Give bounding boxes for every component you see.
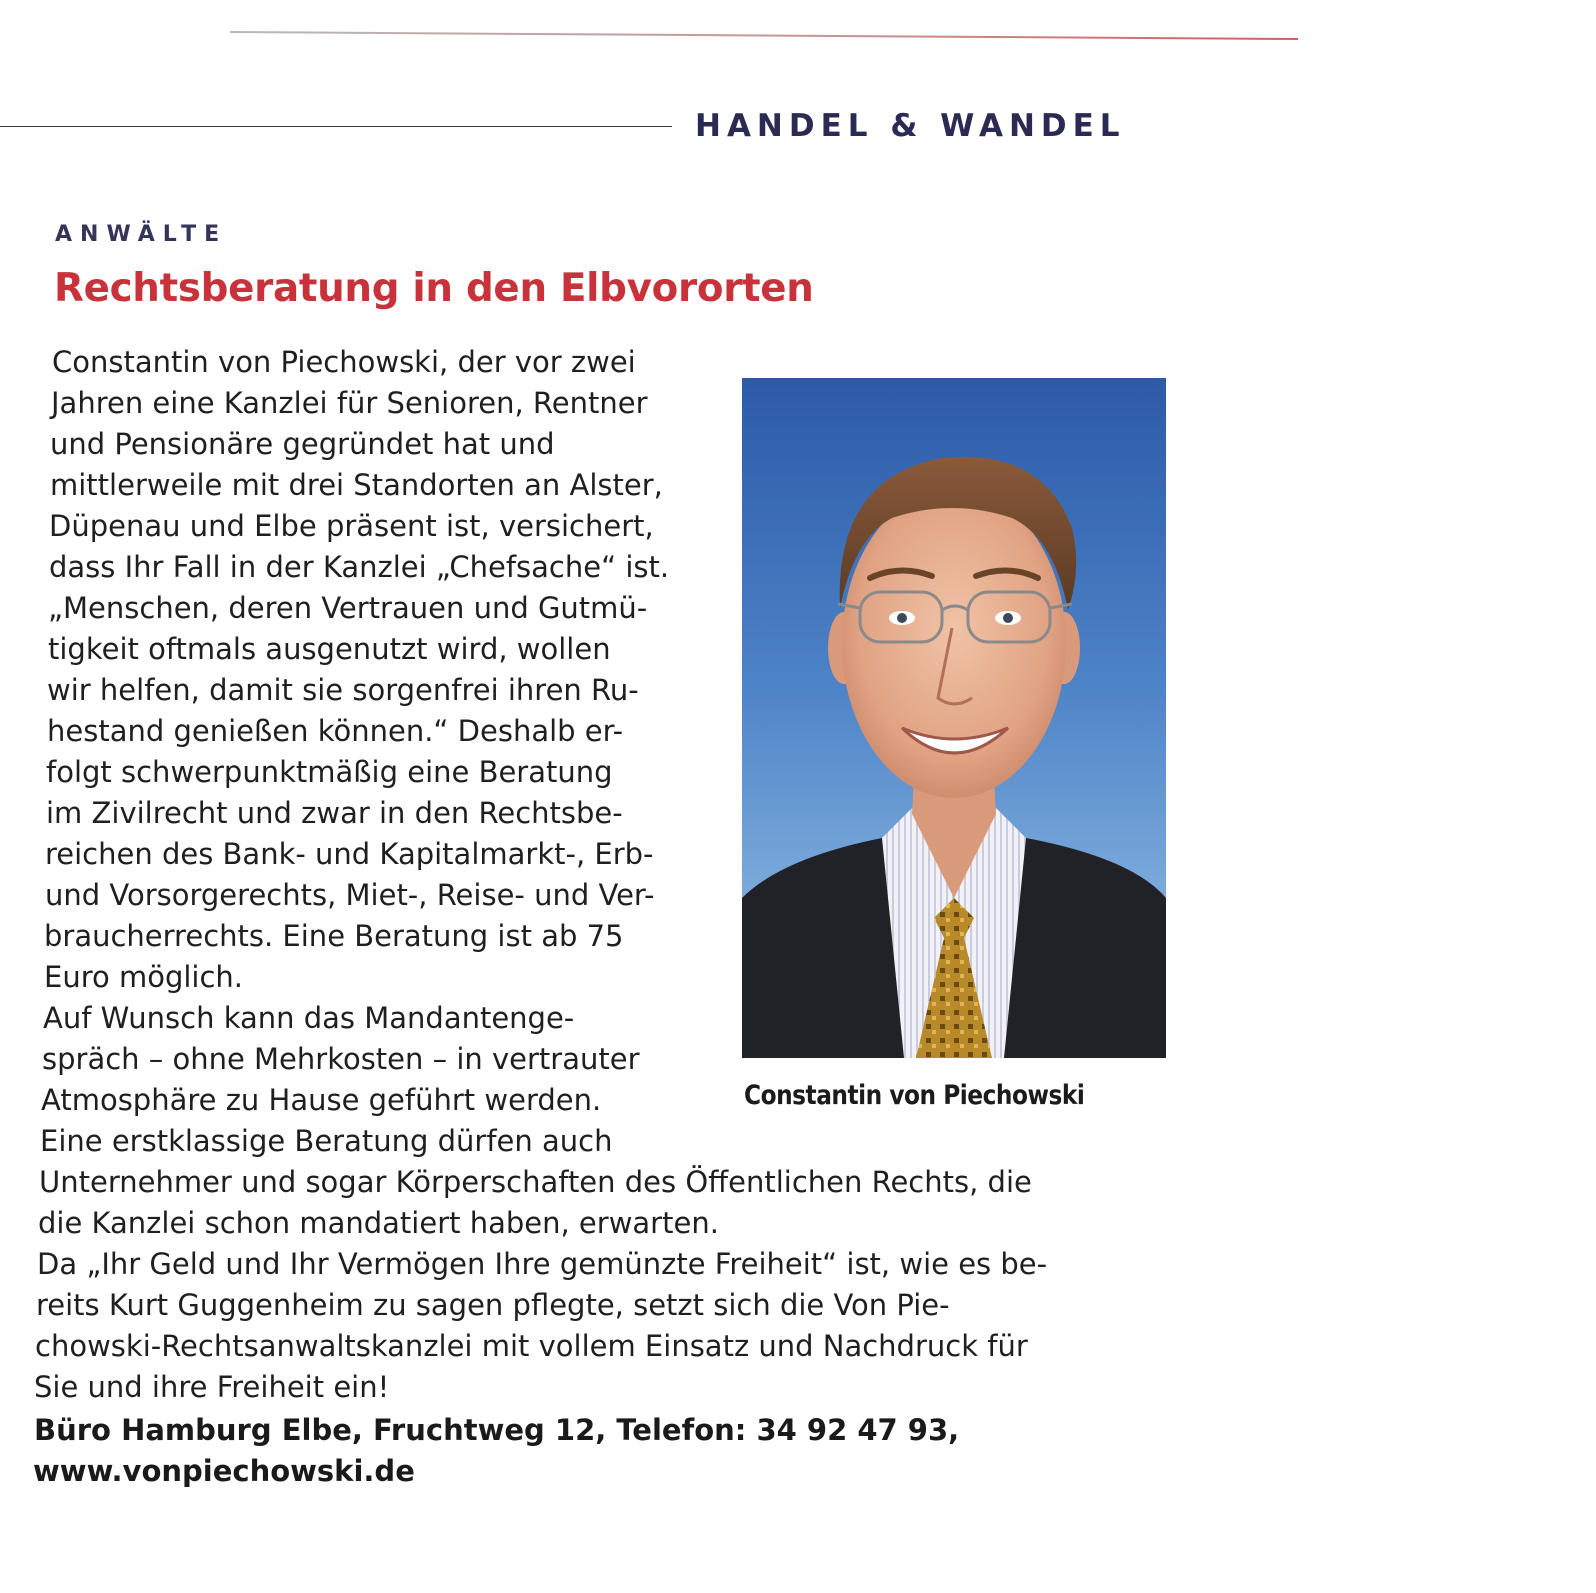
body-line: Auf Wunsch kann das Mandantenge- — [43, 1001, 575, 1035]
body-line: Unternehmer und sogar Körperschaften des Öffentlichen Rechts, die — [39, 1165, 1032, 1199]
body-line: reits Kurt Guggenheim zu sagen pflegte, setzt sich die Von Pie- — [36, 1288, 950, 1322]
photo-caption: Constantin von Piechowski — [744, 1080, 1085, 1111]
body-line: wir helfen, damit sie sorgenfrei ihren Ru- — [47, 673, 639, 707]
body-line: Euro möglich. — [44, 960, 244, 994]
body-line: „Menschen, deren Vertrauen und Gutmü- — [48, 591, 648, 625]
body-line: Constantin von Piechowski, der vor zwei — [52, 345, 636, 379]
contact-address: Büro Hamburg Elbe, Fruchtweg 12, Telefon: 34 92 47 93, — [34, 1413, 960, 1447]
article-kicker: ANWÄLTE — [55, 222, 228, 247]
body-line: braucherrechts. Eine Beratung ist ab 75 — [44, 919, 624, 953]
section-title: HANDEL & WANDEL — [695, 108, 1126, 144]
body-line: chowski-Rechtsanwaltskanzlei mit vollem Einsatz und Nachdruck für — [35, 1329, 1028, 1363]
article-headline: Rechtsberatung in den Elbvororten — [54, 266, 814, 311]
body-line: im Zivilrecht und zwar in den Rechtsbe- — [46, 796, 623, 830]
body-line: und Vorsorgerechts, Miet-, Reise- und Ver- — [45, 878, 655, 912]
body-line: die Kanzlei schon mandatiert haben, erwarten. — [38, 1206, 719, 1240]
body-line: mittlerweile mit drei Standorten an Alster, — [50, 468, 663, 502]
body-line: Düpenau und Elbe präsent ist, versichert, — [49, 509, 654, 543]
contact-website: www.vonpiechowski.de — [33, 1454, 415, 1488]
body-line: Da „Ihr Geld und Ihr Vermögen Ihre gemünzte Freiheit“ ist, wie es be- — [37, 1247, 1048, 1281]
body-line: hestand genießen können.“ Deshalb er- — [47, 714, 624, 748]
body-line: folgt schwerpunktmäßig eine Beratung — [46, 755, 613, 789]
body-line: reichen des Bank- und Kapitalmarkt-, Erb- — [45, 837, 654, 871]
body-line: Jahren eine Kanzlei für Senioren, Rentner — [51, 386, 648, 420]
body-line: Sie und ihre Freiheit ein! — [34, 1370, 390, 1404]
portrait-image — [742, 378, 1166, 1058]
body-line: spräch – ohne Mehrkosten – in vertrauter — [42, 1042, 640, 1076]
body-line: tigkeit oftmals ausgenutzt wird, wollen — [48, 632, 611, 666]
portrait-photo — [742, 378, 1166, 1058]
body-line: Eine erstklassige Beratung dürfen auch — [40, 1124, 613, 1158]
body-line: Atmosphäre zu Hause geführt werden. — [41, 1083, 602, 1117]
body-line: und Pensionäre gegründet hat und — [50, 427, 555, 461]
body-line: dass Ihr Fall in der Kanzlei „Chefsache“ ist. — [49, 550, 670, 584]
